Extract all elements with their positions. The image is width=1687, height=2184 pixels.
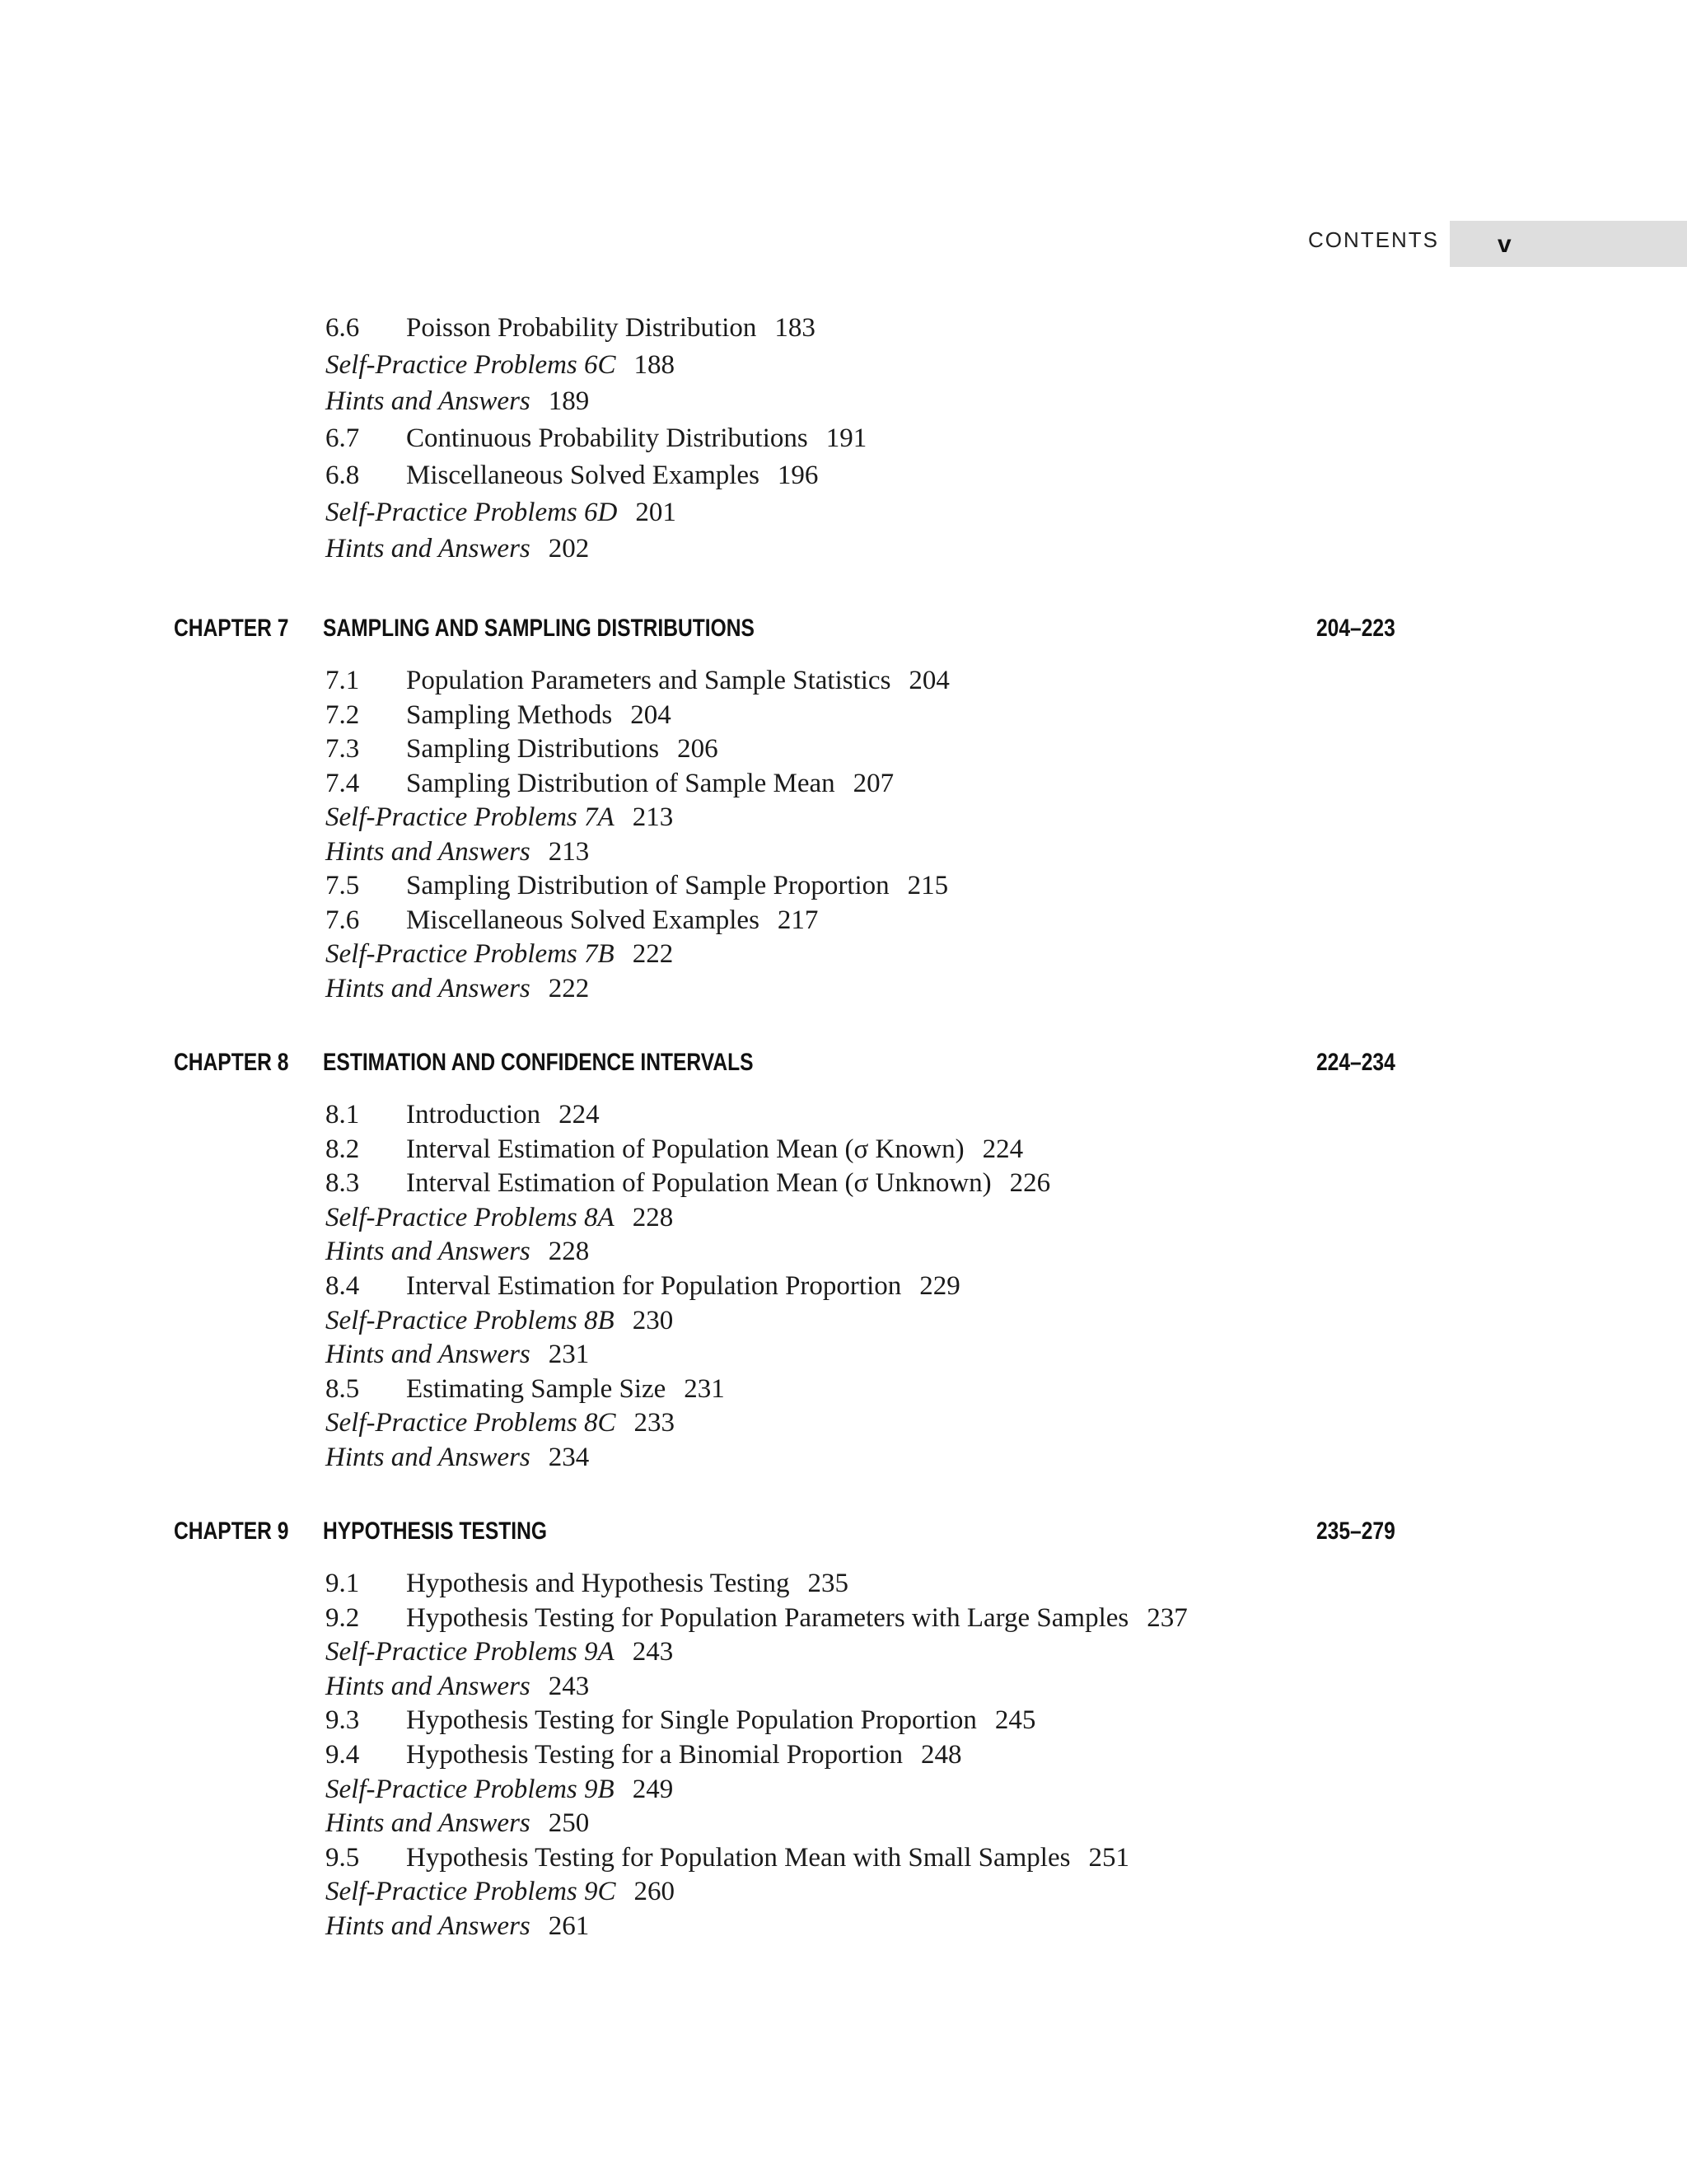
section-number: 8.2 xyxy=(325,1134,360,1164)
entry-title: Hints and Answers xyxy=(325,1671,530,1701)
section-number: 9.3 xyxy=(325,1705,360,1736)
entry-title: Self-Practice Problems 7B xyxy=(325,939,615,969)
entry-page-number: 234 xyxy=(548,1443,590,1472)
section-number: 8.5 xyxy=(325,1373,360,1404)
toc-section-entry xyxy=(325,422,867,455)
entry-page-number: 207 xyxy=(853,768,895,798)
toc-section-entry xyxy=(325,1738,961,1771)
entry-title: Hypothesis Testing for Population Mean with Small Samples xyxy=(406,1842,1071,1873)
toc-section-entry xyxy=(325,1167,1050,1200)
toc-section-entry xyxy=(325,1567,848,1600)
section-number: 8.3 xyxy=(325,1168,360,1199)
toc-hints-entry xyxy=(325,532,589,565)
entry-title: Hints and Answers xyxy=(325,1237,530,1267)
chapter-7-label: CHAPTER 7 xyxy=(174,615,289,642)
entry-page-number: 228 xyxy=(548,1237,590,1267)
chapter-9-page-range: 235–279 xyxy=(1316,1518,1395,1545)
toc-section-entry xyxy=(325,732,718,765)
toc-practice-entry xyxy=(325,1406,675,1439)
entry-title: Hints and Answers xyxy=(325,1443,530,1472)
entry-title: Hypothesis Testing for a Binomial Proportion xyxy=(406,1740,903,1770)
chapter-9-title: HYPOTHESIS TESTING xyxy=(323,1518,548,1545)
entry-title: Interval Estimation of Population Mean (σ Unknown) xyxy=(406,1168,992,1199)
entry-title: Population Parameters and Sample Statistics xyxy=(406,666,891,695)
entry-page-number: 202 xyxy=(548,534,590,564)
page-number-tab xyxy=(1450,221,1687,267)
entry-page-number: 231 xyxy=(548,1340,590,1370)
toc-section-entry xyxy=(325,1704,1035,1737)
entry-title: Hints and Answers xyxy=(325,386,530,417)
entry-page-number: 222 xyxy=(548,973,590,1003)
toc-section-entry xyxy=(325,459,818,492)
entry-page-number: 222 xyxy=(632,939,674,969)
entry-title: Hints and Answers xyxy=(325,1808,530,1839)
toc-hints-entry xyxy=(325,1670,589,1703)
section-number: 7.1 xyxy=(325,666,360,695)
entry-title: Self-Practice Problems 9B xyxy=(325,1774,615,1804)
toc-hints-entry xyxy=(325,1807,589,1840)
entry-title: Hypothesis and Hypothesis Testing xyxy=(406,1569,790,1598)
entry-page-number: 189 xyxy=(548,386,590,417)
toc-practice-entry xyxy=(325,801,673,834)
entry-title: Self-Practice Problems 7A xyxy=(325,802,615,832)
entry-title: Self-Practice Problems 9C xyxy=(325,1877,616,1907)
entry-title: Sampling Distributions xyxy=(406,734,660,764)
entry-title: Hints and Answers xyxy=(325,1911,530,1941)
section-number: 6.6 xyxy=(325,313,360,343)
entry-title: Miscellaneous Solved Examples xyxy=(406,905,759,935)
entry-page-number: 226 xyxy=(1009,1168,1051,1199)
entry-title: Estimating Sample Size xyxy=(406,1373,666,1404)
running-header: CONTENTS xyxy=(1308,227,1439,252)
entry-title: Interval Estimation of Population Mean (σ Known) xyxy=(406,1134,965,1164)
entry-page-number: 196 xyxy=(777,460,819,490)
entry-page-number: 231 xyxy=(684,1373,725,1404)
entry-page-number: 229 xyxy=(919,1271,960,1301)
entry-page-number: 224 xyxy=(558,1100,600,1129)
chapter-8-page-range: 224–234 xyxy=(1316,1049,1395,1076)
entry-page-number: 233 xyxy=(633,1408,675,1438)
entry-page-number: 260 xyxy=(633,1877,675,1907)
section-number: 8.4 xyxy=(325,1271,360,1301)
section-number: 7.2 xyxy=(325,699,360,730)
entry-title: Miscellaneous Solved Examples xyxy=(406,460,759,490)
entry-page-number: 251 xyxy=(1088,1842,1129,1873)
entry-title: Self-Practice Problems 6D xyxy=(325,497,618,527)
entry-title: Self-Practice Problems 6C xyxy=(325,349,616,380)
chapter-8-title: ESTIMATION AND CONFIDENCE INTERVALS xyxy=(323,1049,754,1076)
entry-title: Hypothesis Testing for Population Parameters with Large Samples xyxy=(406,1602,1129,1633)
entry-page-number: 235 xyxy=(807,1569,848,1598)
toc-section-entry xyxy=(325,699,671,732)
section-number: 7.4 xyxy=(325,768,360,798)
toc-hints-entry xyxy=(325,1910,589,1943)
toc-section-entry xyxy=(325,904,818,937)
toc-practice-entry xyxy=(325,1304,673,1337)
toc-practice-entry xyxy=(325,938,673,970)
entry-title: Sampling Distribution of Sample Mean xyxy=(406,768,835,798)
toc-section-entry xyxy=(325,664,950,697)
section-number: 9.4 xyxy=(325,1740,360,1770)
entry-title: Continuous Probability Distributions xyxy=(406,423,808,454)
entry-page-number: 204 xyxy=(630,699,671,730)
chapter-8-label: CHAPTER 8 xyxy=(174,1049,289,1076)
entry-title: Poisson Probability Distribution xyxy=(406,313,757,343)
entry-title: Hints and Answers xyxy=(325,973,530,1003)
entry-page-number: 224 xyxy=(982,1134,1024,1164)
section-number: 8.1 xyxy=(325,1100,360,1129)
toc-hints-entry xyxy=(325,1441,589,1474)
toc-section-entry xyxy=(325,1602,1188,1634)
entry-page-number: 201 xyxy=(635,497,676,527)
toc-section-entry xyxy=(325,869,948,902)
entry-title: Introduction xyxy=(406,1100,541,1129)
toc-practice-entry xyxy=(325,1773,673,1806)
section-number: 6.7 xyxy=(325,423,360,454)
entry-page-number: 217 xyxy=(777,905,819,935)
section-number: 9.5 xyxy=(325,1842,360,1873)
section-number: 6.8 xyxy=(325,460,360,490)
chapter-7-page-range: 204–223 xyxy=(1316,615,1395,642)
entry-page-number: 213 xyxy=(632,802,674,832)
toc-section-entry xyxy=(325,1270,960,1302)
entry-page-number: 243 xyxy=(548,1671,590,1701)
entry-page-number: 204 xyxy=(909,666,950,695)
entry-title: Sampling Methods xyxy=(406,699,613,730)
toc-practice-entry xyxy=(325,1201,673,1234)
entry-title: Hypothesis Testing for Single Population Proportion xyxy=(406,1705,977,1736)
toc-section-entry xyxy=(325,767,894,800)
entry-title: Sampling Distribution of Sample Proportion xyxy=(406,871,890,900)
toc-hints-entry xyxy=(325,835,589,868)
toc-hints-entry xyxy=(325,385,589,418)
section-number: 7.6 xyxy=(325,905,360,935)
entry-page-number: 213 xyxy=(548,836,590,867)
toc-hints-entry xyxy=(325,1235,589,1268)
entry-title: Hints and Answers xyxy=(325,1340,530,1370)
entry-page-number: 261 xyxy=(548,1911,590,1941)
toc-section-entry xyxy=(325,1841,1129,1874)
entry-page-number: 237 xyxy=(1147,1602,1188,1633)
toc-hints-entry xyxy=(325,972,589,1005)
entry-page-number: 250 xyxy=(548,1808,590,1839)
toc-section-entry xyxy=(325,1133,1023,1166)
entry-page-number: 243 xyxy=(632,1637,674,1667)
entry-page-number: 245 xyxy=(994,1705,1036,1736)
chapter-7-title: SAMPLING AND SAMPLING DISTRIBUTIONS xyxy=(323,615,755,642)
section-number: 7.5 xyxy=(325,871,360,900)
entry-title: Self-Practice Problems 8A xyxy=(325,1202,615,1232)
toc-practice-entry xyxy=(325,496,676,529)
section-number: 7.3 xyxy=(325,734,360,764)
toc-section-entry xyxy=(325,1098,600,1131)
toc-practice-entry xyxy=(325,348,675,381)
entry-page-number: 249 xyxy=(632,1774,674,1804)
toc-practice-entry xyxy=(325,1635,673,1668)
entry-page-number: 230 xyxy=(632,1305,674,1335)
entry-page-number: 188 xyxy=(633,349,675,380)
entry-page-number: 183 xyxy=(774,313,815,343)
entry-page-number: 248 xyxy=(920,1740,962,1770)
entry-title: Hints and Answers xyxy=(325,534,530,564)
section-number: 9.1 xyxy=(325,1569,360,1598)
page-number: v xyxy=(1498,231,1512,258)
section-number: 9.2 xyxy=(325,1602,360,1633)
toc-section-entry xyxy=(325,1373,725,1405)
entry-title: Interval Estimation for Population Proportion xyxy=(406,1271,902,1301)
entry-title: Self-Practice Problems 8B xyxy=(325,1305,615,1335)
entry-page-number: 206 xyxy=(677,734,718,764)
entry-title: Self-Practice Problems 8C xyxy=(325,1408,616,1438)
toc-section-entry xyxy=(325,311,815,344)
toc-hints-entry xyxy=(325,1338,589,1371)
entry-page-number: 191 xyxy=(825,423,867,454)
entry-title: Hints and Answers xyxy=(325,836,530,867)
entry-title: Self-Practice Problems 9A xyxy=(325,1637,615,1667)
entry-page-number: 215 xyxy=(907,871,949,900)
toc-practice-entry xyxy=(325,1875,675,1908)
chapter-9-label: CHAPTER 9 xyxy=(174,1518,289,1545)
entry-page-number: 228 xyxy=(632,1202,674,1232)
